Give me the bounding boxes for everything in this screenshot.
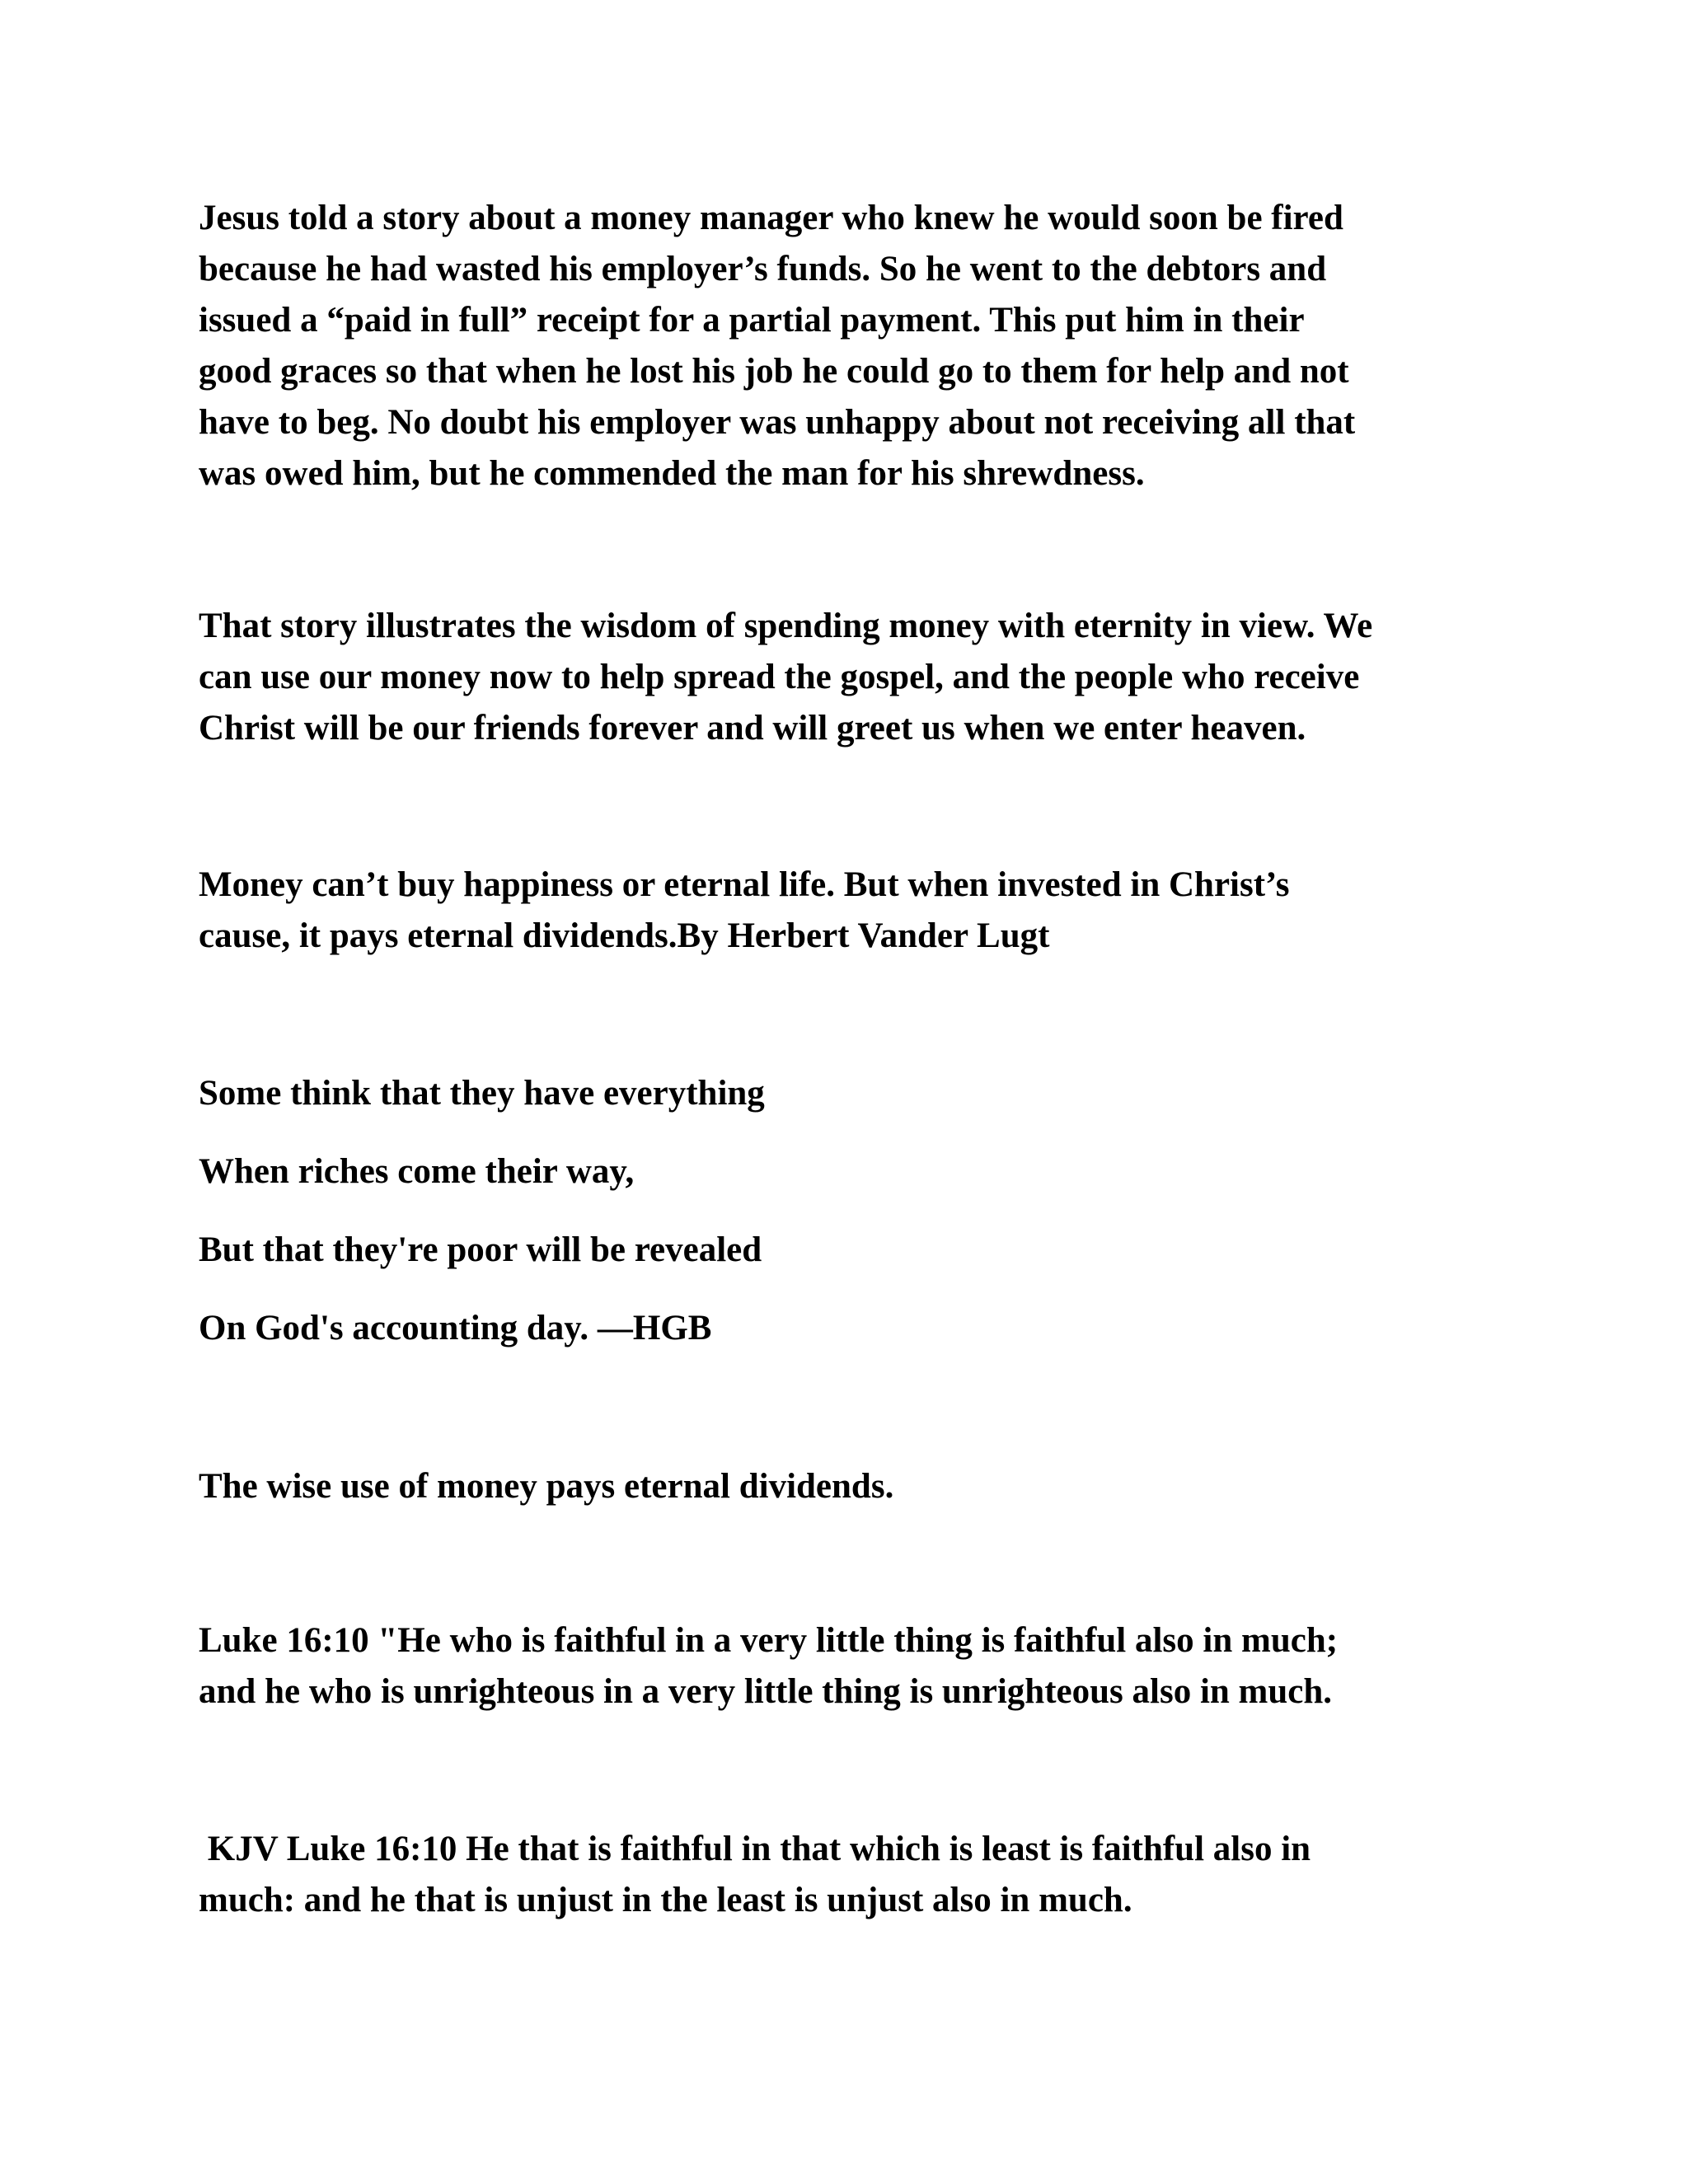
text-line: because he had wasted his employer’s funds. So he went to the debtors and [199,250,1327,288]
poem [199,1068,1501,1381]
poem-line: But that they're poor will be revealed [199,1230,762,1269]
text-line: have to beg. No doubt his employer was unhappy about not receiving all that [199,403,1356,442]
paragraph-money-cant-buy [199,860,1501,962]
text-line: Luke 16:10 "He who is faithful in a very little thing is faithful also in much; [199,1621,1339,1660]
paragraph-parable [199,193,1501,499]
verse-kjv [199,1824,1501,1926]
text-line: Jesus told a story about a money manager who knew he would soon be fired [199,199,1343,237]
text-line: much: and he that is unjust in the least is unjust also in much. [199,1881,1132,1919]
text-line: can use our money now to help spread the gospel, and the people who receive [199,658,1360,696]
text-line: was owed him, but he commended the man for his shrewdness. [199,454,1145,493]
paragraph-illustration [199,601,1501,754]
text-line: cause, it pays eternal dividends.By Herbert Vander Lugt [199,916,1050,955]
motto-line: The wise use of money pays eternal dividends. [199,1467,894,1506]
poem-line: Some think that they have everything [199,1074,765,1113]
poem-line: When riches come their way, [199,1152,635,1191]
poem-line: On God's accounting day. —HGB [199,1309,712,1347]
text-line: That story illustrates the wisdom of spending money with eternity in view. We [199,607,1373,645]
text-line: Money can’t buy happiness or eternal life. But when invested in Christ’s [199,865,1290,904]
text-line: good graces so that when he lost his job he could go to them for help and not [199,352,1349,391]
text-line: Christ will be our friends forever and will greet us when we enter heaven. [199,709,1306,748]
text-line: and he who is unrighteous in a very little thing is unrighteous also in much. [199,1672,1333,1711]
text-line: issued a “paid in full” receipt for a partial payment. This put him in their [199,301,1305,340]
motto [199,1461,1501,1512]
verse-nasb [199,1615,1501,1718]
text-line: KJV Luke 16:10 He that is faithful in that which is least is faithful also in [199,1830,1311,1868]
